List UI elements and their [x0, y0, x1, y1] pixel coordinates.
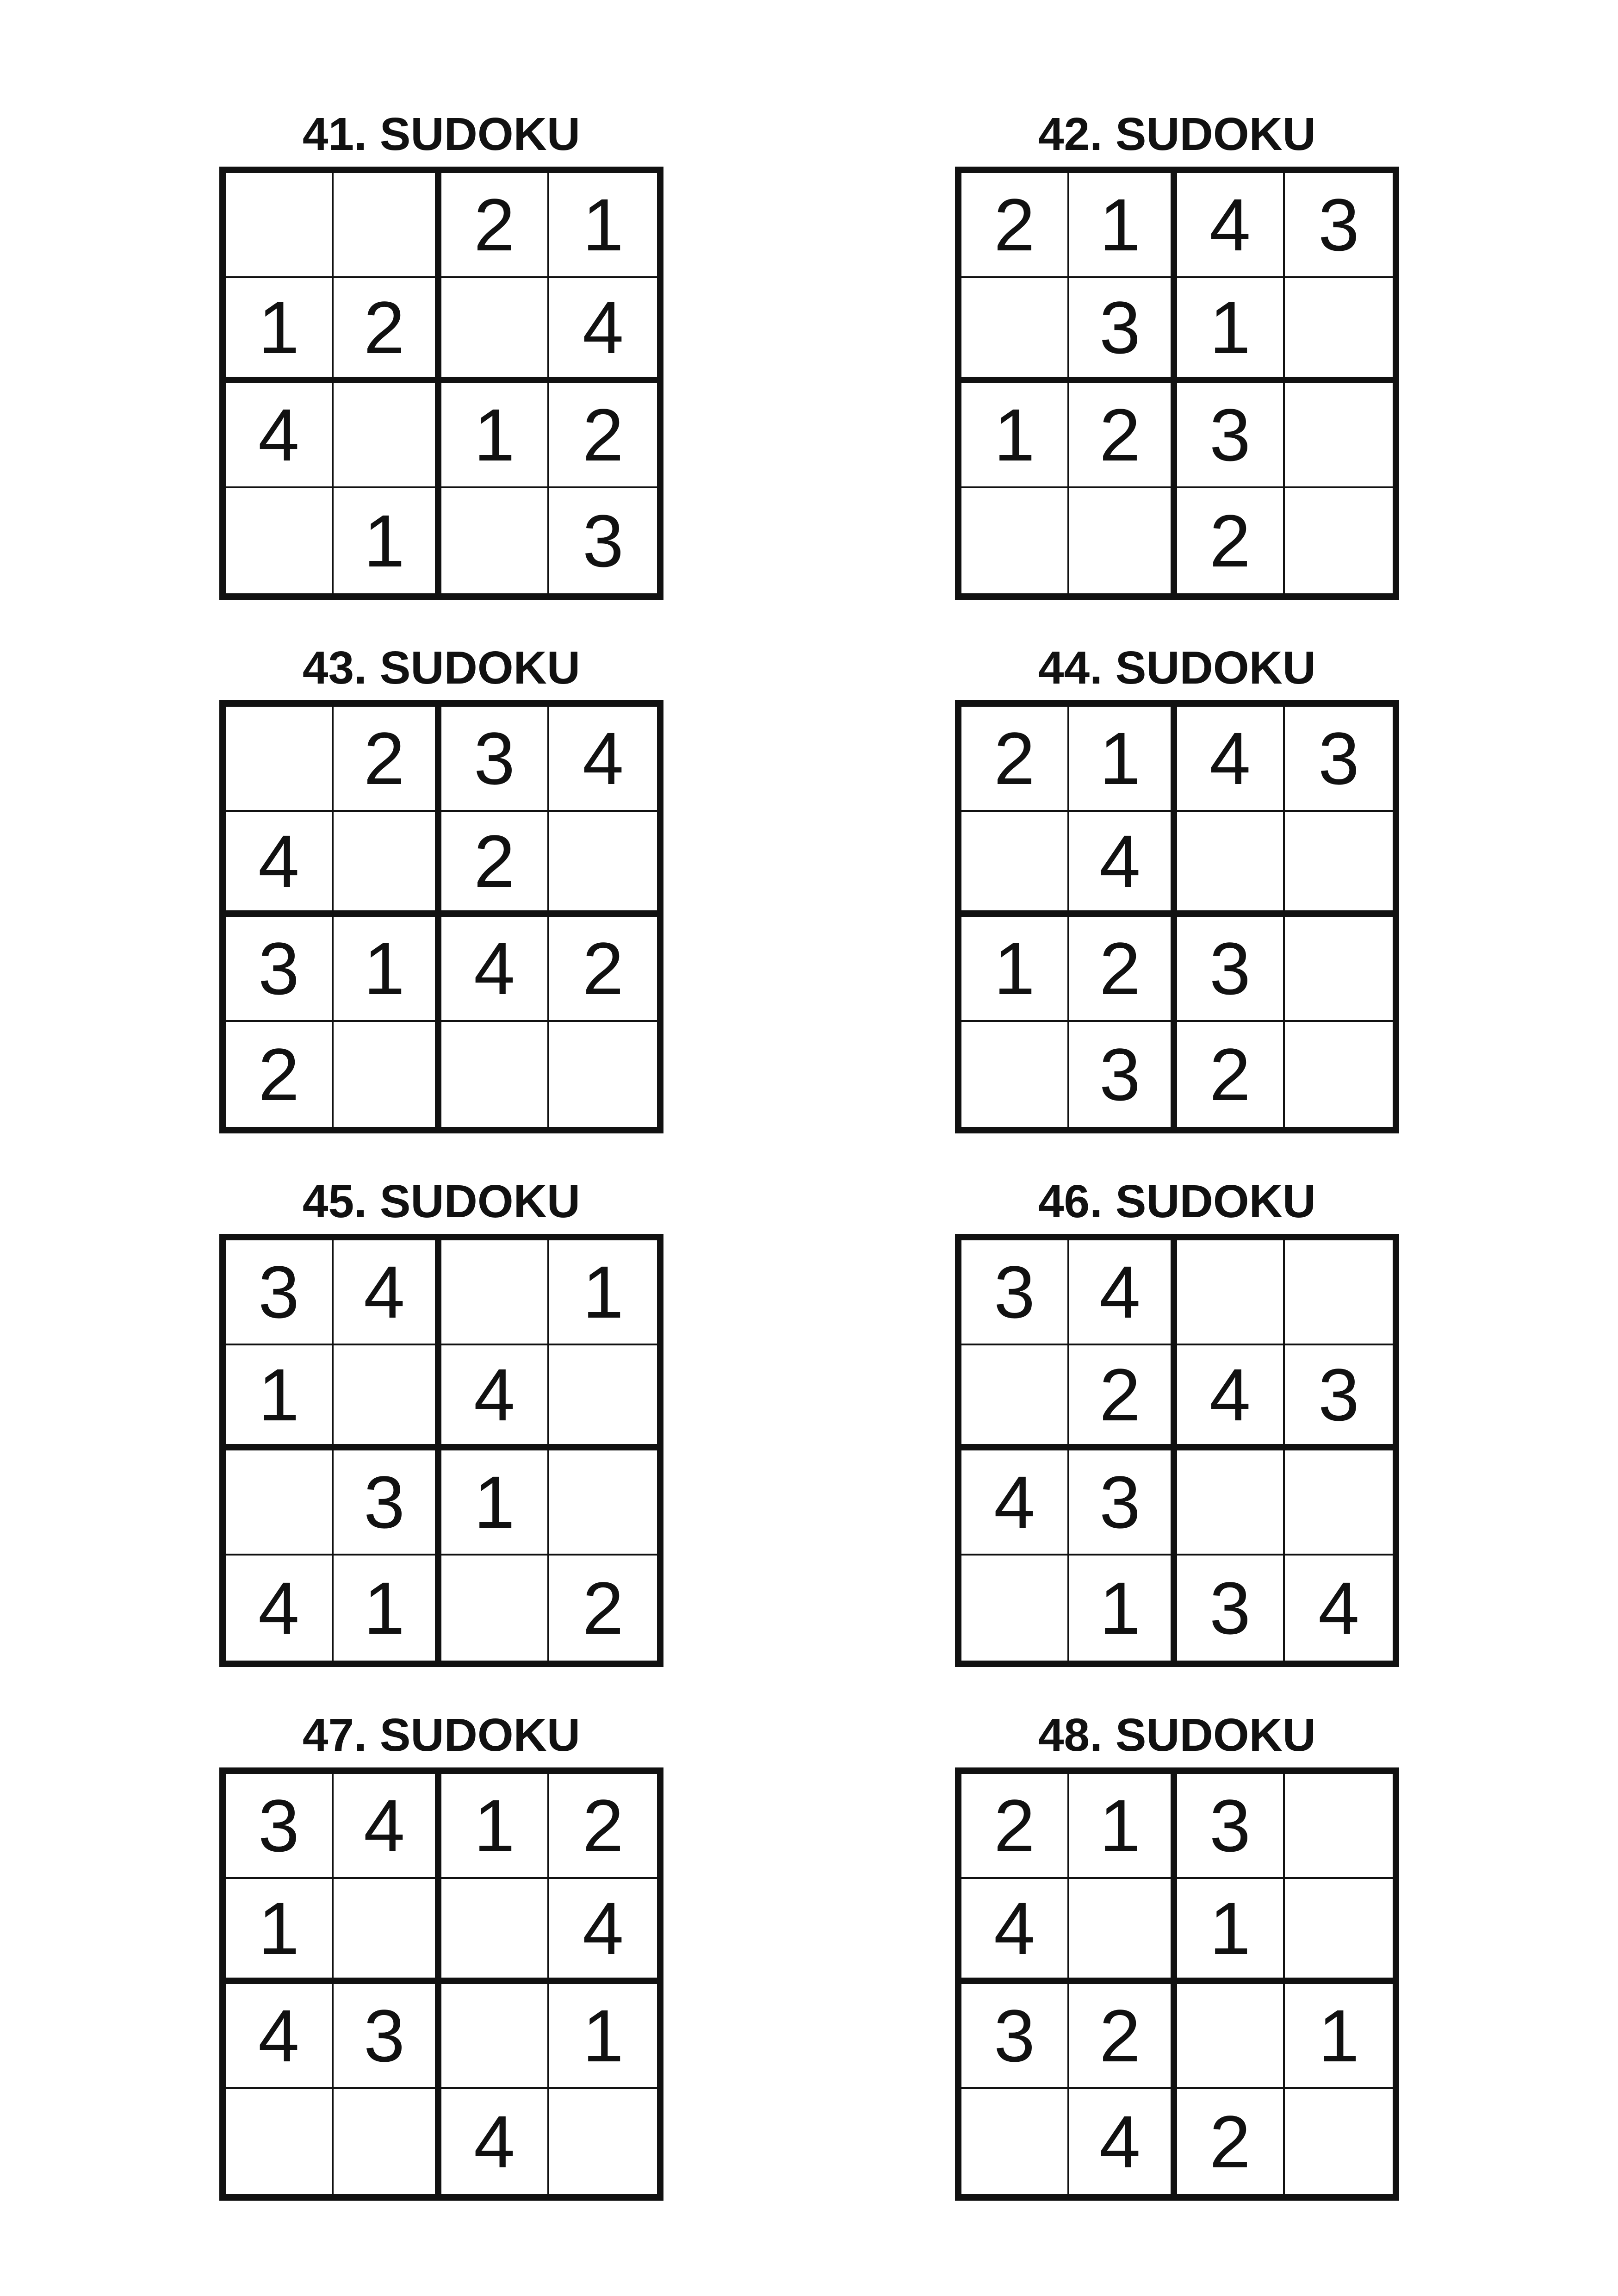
sudoku-cell[interactable]	[961, 1556, 1069, 1661]
sudoku-cell[interactable]: 1	[1177, 1879, 1285, 1984]
sudoku-cell[interactable]: 3	[583, 499, 624, 582]
sudoku-cell[interactable]	[1069, 1879, 1177, 1984]
sudoku-cell[interactable]	[226, 488, 334, 593]
sudoku-cell[interactable]: 4	[961, 1879, 1069, 1984]
sudoku-cell[interactable]	[961, 2089, 1069, 2194]
sudoku-cell[interactable]: 4	[1177, 1345, 1285, 1450]
sudoku-cell[interactable]	[1285, 488, 1393, 593]
sudoku-cell[interactable]	[549, 812, 657, 917]
sudoku-cell[interactable]: 3	[1177, 1774, 1285, 1879]
sudoku-cell[interactable]: 1	[961, 383, 1069, 488]
sudoku-cell[interactable]: 1	[334, 917, 441, 1022]
sudoku-cell[interactable]: 2	[334, 278, 441, 383]
sudoku-cell[interactable]: 4	[226, 1984, 334, 2089]
sudoku-cell[interactable]: 4	[549, 1879, 657, 1984]
sudoku-cell[interactable]: 4	[441, 917, 549, 1022]
puzzle-title: 42. SUDOKU	[1038, 108, 1316, 160]
sudoku-cell[interactable]: 3	[226, 1774, 334, 1879]
sudoku-cell[interactable]: 2	[549, 383, 657, 488]
sudoku-cell[interactable]: 1	[1285, 1984, 1393, 2089]
sudoku-cell[interactable]	[441, 1022, 549, 1127]
sudoku-cell[interactable]: 4	[334, 1774, 441, 1879]
sudoku-cell[interactable]: 3	[1069, 1022, 1177, 1127]
sudoku-cell[interactable]: 2	[549, 917, 657, 1022]
sudoku-cell[interactable]	[1069, 488, 1177, 593]
sudoku-cell[interactable]	[961, 488, 1069, 593]
sudoku-cell[interactable]	[226, 173, 334, 278]
sudoku-cell[interactable]: 2	[549, 1774, 657, 1879]
sudoku-cell[interactable]	[226, 2089, 334, 2194]
sudoku-cell[interactable]: 2	[1069, 1984, 1177, 2089]
sudoku-cell[interactable]: 1	[549, 1240, 657, 1345]
sudoku-cell[interactable]: 2	[961, 1774, 1069, 1879]
sudoku-cell[interactable]	[334, 383, 441, 488]
sudoku-board	[219, 1234, 663, 1667]
puzzle-title: 47. SUDOKU	[302, 1709, 581, 1761]
sudoku-cell[interactable]	[961, 812, 1069, 917]
sudoku-cell[interactable]: 2	[334, 707, 441, 812]
sudoku-cell[interactable]: 3	[1285, 1345, 1393, 1450]
sudoku-cell[interactable]: 1	[1069, 1774, 1177, 1879]
sudoku-cell[interactable]: 3	[334, 1450, 441, 1556]
sudoku-cell[interactable]: 2	[226, 1022, 334, 1127]
sudoku-cell[interactable]	[334, 1345, 441, 1450]
sudoku-cell[interactable]	[441, 1556, 549, 1661]
sudoku-cell[interactable]	[1177, 812, 1285, 917]
sudoku-cell[interactable]: 2	[441, 173, 549, 278]
sudoku-cell[interactable]	[549, 2089, 657, 2194]
puzzle-title: 46. SUDOKU	[1038, 1176, 1316, 1227]
sudoku-cell[interactable]: 2	[441, 812, 549, 917]
sudoku-cell[interactable]	[334, 2089, 441, 2194]
sudoku-board	[955, 700, 1399, 1133]
sudoku-cell[interactable]: 4	[549, 278, 657, 383]
sudoku-cell[interactable]	[1177, 1984, 1285, 2089]
sudoku-cell[interactable]	[1285, 278, 1393, 383]
sudoku-board	[219, 167, 663, 600]
sudoku-cell[interactable]	[441, 1984, 549, 2089]
sudoku-cell[interactable]	[1285, 1240, 1393, 1345]
sudoku-board	[955, 1234, 1399, 1667]
sudoku-cell[interactable]	[1177, 1240, 1285, 1345]
sudoku-board	[219, 700, 663, 1133]
sudoku-cell[interactable]	[334, 173, 441, 278]
sudoku-cell[interactable]	[1285, 1879, 1393, 1984]
sudoku-cell[interactable]: 3	[1069, 1450, 1177, 1556]
sudoku-cell[interactable]	[549, 1022, 657, 1127]
sudoku-cell[interactable]	[226, 1450, 334, 1556]
sudoku-cell[interactable]: 1	[1069, 173, 1177, 278]
sudoku-cell[interactable]: 4	[1069, 2089, 1177, 2194]
sudoku-cell[interactable]: 4	[226, 812, 334, 917]
sudoku-cell[interactable]: 3	[1177, 1556, 1285, 1661]
sudoku-cell[interactable]: 1	[549, 173, 657, 278]
sudoku-cell[interactable]: 1	[1069, 1556, 1177, 1661]
sudoku-cell[interactable]: 4	[441, 2089, 549, 2194]
sudoku-cell[interactable]: 1	[226, 278, 334, 383]
puzzle-title: 45. SUDOKU	[302, 1176, 581, 1227]
sudoku-board	[219, 1767, 663, 2201]
sudoku-cell[interactable]: 1	[441, 1450, 549, 1556]
sudoku-cell[interactable]: 4	[549, 707, 657, 812]
sudoku-cell[interactable]: 1	[441, 1774, 549, 1879]
sudoku-cell[interactable]: 1	[1069, 707, 1177, 812]
sudoku-cell[interactable]: 2	[583, 1566, 624, 1649]
sudoku-cell[interactable]: 4	[1177, 173, 1285, 278]
sudoku-cell[interactable]	[961, 1022, 1069, 1127]
sudoku-cell[interactable]: 1	[1177, 278, 1285, 383]
sudoku-cell[interactable]: 4	[1069, 1240, 1177, 1345]
sudoku-cell[interactable]	[1285, 1450, 1393, 1556]
sudoku-cell[interactable]	[334, 1879, 441, 1984]
sudoku-cell[interactable]: 3	[1069, 278, 1177, 383]
sudoku-cell[interactable]: 1	[334, 1556, 441, 1661]
sudoku-cell[interactable]	[1285, 2089, 1393, 2194]
sudoku-cell[interactable]: 3	[1285, 173, 1393, 278]
sudoku-cell[interactable]: 4	[226, 383, 334, 488]
sudoku-cell[interactable]: 1	[549, 1984, 657, 2089]
sudoku-cell[interactable]: 2	[1177, 1022, 1285, 1127]
sudoku-cell[interactable]: 1	[441, 383, 549, 488]
sudoku-cell[interactable]: 3	[334, 1984, 441, 2089]
sudoku-cell[interactable]: 3	[961, 1240, 1069, 1345]
sudoku-cell[interactable]	[549, 1450, 657, 1556]
sudoku-cell[interactable]	[549, 1345, 657, 1450]
sudoku-board	[955, 1767, 1399, 2201]
sudoku-cell[interactable]: 4	[334, 1240, 441, 1345]
sudoku-cell[interactable]: 4	[1318, 1566, 1359, 1649]
sudoku-cell[interactable]: 2	[1069, 383, 1177, 488]
sudoku-cell[interactable]	[1285, 917, 1393, 1022]
sudoku-cell[interactable]: 2	[1177, 488, 1285, 593]
sudoku-board	[955, 167, 1399, 600]
sudoku-cell[interactable]	[1285, 1022, 1393, 1127]
sudoku-cell[interactable]: 1	[226, 1345, 334, 1450]
sudoku-cell[interactable]: 1	[334, 488, 441, 593]
puzzle-title: 43. SUDOKU	[302, 642, 581, 694]
sudoku-cell[interactable]	[1285, 383, 1393, 488]
sudoku-cell[interactable]: 1	[226, 1879, 334, 1984]
sudoku-cell[interactable]: 3	[961, 1984, 1069, 2089]
sudoku-cell[interactable]	[441, 1879, 549, 1984]
sudoku-cell[interactable]	[961, 1345, 1069, 1450]
sudoku-cell[interactable]: 1	[961, 917, 1069, 1022]
sudoku-cell[interactable]: 2	[1069, 1345, 1177, 1450]
sudoku-cell[interactable]: 4	[961, 1450, 1069, 1556]
puzzle-title: 41. SUDOKU	[302, 108, 581, 160]
sudoku-cell[interactable]	[1177, 1450, 1285, 1556]
sudoku-cell[interactable]: 4	[1177, 707, 1285, 812]
sudoku-cell[interactable]	[441, 1240, 549, 1345]
sudoku-cell[interactable]	[1285, 812, 1393, 917]
sudoku-cell[interactable]: 3	[441, 707, 549, 812]
sudoku-cell[interactable]: 3	[1177, 383, 1285, 488]
sudoku-cell[interactable]	[334, 1022, 441, 1127]
sudoku-cell[interactable]: 4	[226, 1556, 334, 1661]
sudoku-cell[interactable]: 2	[961, 707, 1069, 812]
sudoku-cell[interactable]	[961, 278, 1069, 383]
sudoku-cell[interactable]: 3	[1177, 917, 1285, 1022]
sudoku-cell[interactable]: 2	[1177, 2089, 1285, 2194]
sudoku-cell[interactable]: 4	[1069, 812, 1177, 917]
sudoku-cell[interactable]: 3	[1285, 707, 1393, 812]
sudoku-cell[interactable]: 3	[226, 917, 334, 1022]
sudoku-cell[interactable]	[334, 812, 441, 917]
sudoku-cell[interactable]: 4	[441, 1345, 549, 1450]
sudoku-cell[interactable]	[441, 488, 549, 593]
sudoku-cell[interactable]	[1285, 1774, 1393, 1879]
sudoku-cell[interactable]	[441, 278, 549, 383]
puzzle-title: 44. SUDOKU	[1038, 642, 1316, 694]
sudoku-cell[interactable]: 2	[961, 173, 1069, 278]
sudoku-cell[interactable]: 3	[226, 1240, 334, 1345]
sudoku-cell[interactable]: 2	[1069, 917, 1177, 1022]
sudoku-cell[interactable]	[226, 707, 334, 812]
puzzle-title: 48. SUDOKU	[1038, 1709, 1316, 1761]
